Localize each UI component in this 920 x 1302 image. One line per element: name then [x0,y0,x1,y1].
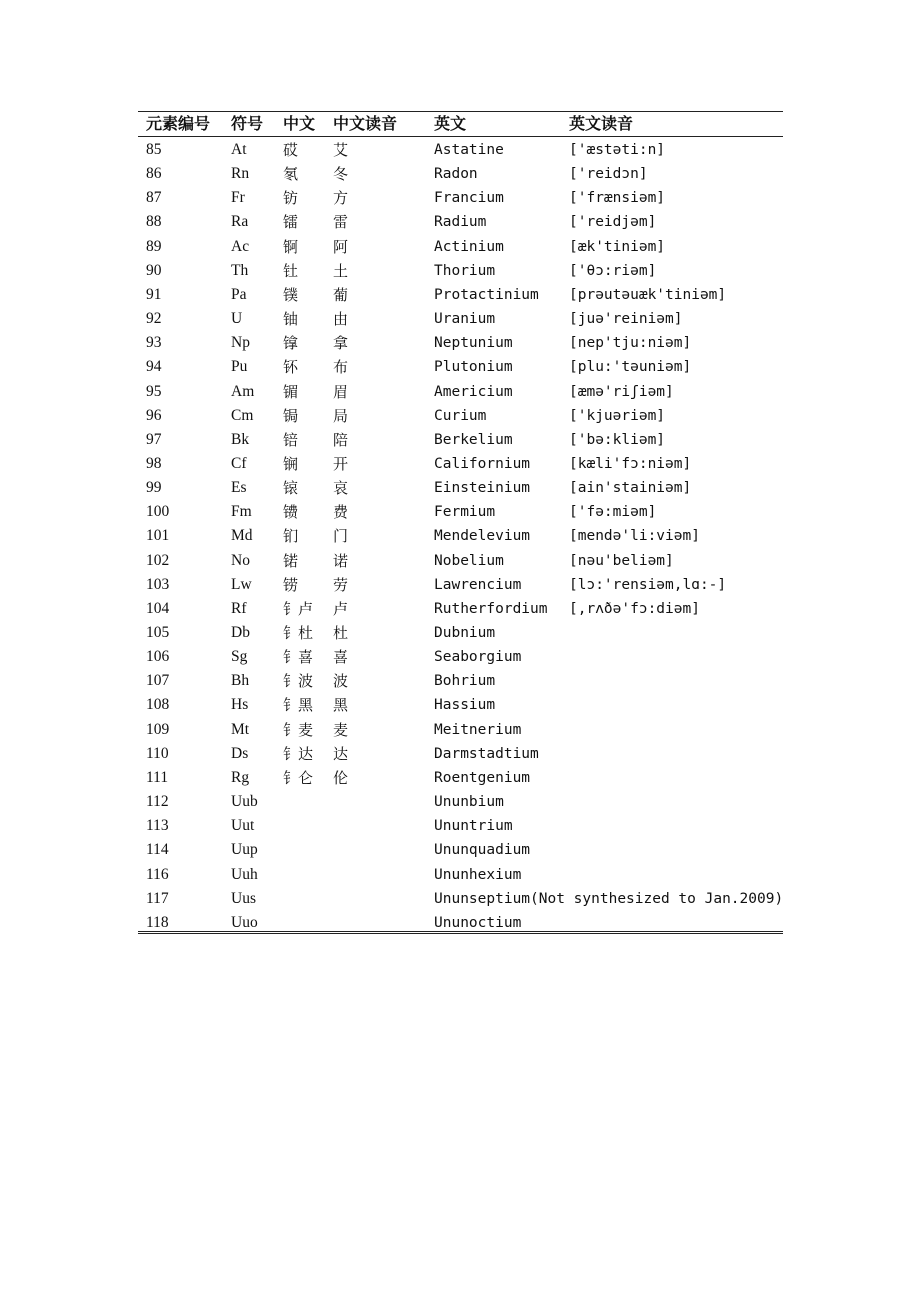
cell-chinese: 钅麦 [283,720,314,739]
cell-english-reading: [prəutəuæk'tiniəm] [569,286,727,303]
table-row [0,283,920,307]
cell-number: 96 [146,406,162,424]
cell-symbol: Mt [231,720,250,738]
cell-number: 104 [146,599,170,617]
cell-english: Ununhexium [434,866,522,883]
cell-english: Radon [434,166,478,183]
cell-english: Actinium [434,238,504,255]
cell-number: 89 [146,237,162,255]
cell-chinese-reading: 雷 [333,213,349,232]
cell-symbol: Np [231,334,250,352]
table-row [0,500,920,524]
cell-english-reading: [,rʌðə'fɔ:diəm] [569,600,700,617]
cell-number: 95 [146,382,162,400]
cell-english-reading: [nep'tju:niəm] [569,335,692,352]
cell-english: Neptunium [434,335,513,352]
cell-chinese: 砹 [283,141,299,159]
cell-number: 113 [146,817,169,835]
cell-english: Uranium [434,311,496,328]
table-row [0,621,920,645]
cell-chinese-reading: 门 [333,527,349,546]
cell-number: 87 [146,189,162,207]
cell-english-reading: [plu:'təuniəm] [569,359,692,376]
table-row [0,380,920,404]
table-bottom-rule [138,931,783,932]
cell-chinese: 锎 [283,454,299,473]
table-row [0,186,920,210]
cell-chinese: 钅波 [283,672,314,691]
cell-chinese: 镅 [283,382,299,401]
cell-symbol: Fm [231,503,252,521]
cell-english-reading: ['reidɔn] [569,166,648,183]
cell-english: Plutonium [434,359,513,376]
cell-english: Nobelium [434,552,504,569]
table-row [0,718,920,742]
cell-chinese: 钍 [283,261,299,280]
cell-chinese-reading: 葡 [333,285,349,304]
cell-chinese-reading: 陪 [333,430,349,449]
cell-english: Hassium [434,697,496,714]
cell-number: 100 [146,503,170,521]
cell-number: 101 [146,527,170,545]
cell-symbol: Md [231,527,253,545]
table-row [0,790,920,814]
cell-number: 114 [146,841,169,859]
cell-symbol: No [231,551,250,569]
cell-symbol: Sg [231,648,248,666]
cell-english: Mendelevium [434,528,531,545]
cell-chinese-reading: 由 [333,310,349,329]
cell-english-reading: ['æstəti:n] [569,142,666,158]
cell-chinese: 钅喜 [283,648,314,667]
cell-english-reading: [kæli'fɔ:niəm] [569,455,692,472]
cell-symbol: Cm [231,406,254,424]
cell-chinese: 锔 [283,406,299,425]
cell-english: Einsteinium [434,480,531,497]
cell-symbol: Bk [231,430,250,448]
cell-english: Radium [434,214,487,231]
cell-english: Meitnerium [434,721,522,738]
cell-english: Fermium [434,504,496,521]
cell-chinese-reading: 拿 [333,334,349,353]
cell-symbol: Bh [231,672,250,690]
cell-symbol: Uup [231,841,258,859]
cell-symbol: Pa [231,285,247,303]
table-row [0,863,920,887]
cell-english: Americium [434,383,513,400]
cell-symbol: At [231,141,247,158]
header-number: 元素编号 [146,114,211,133]
table-row [0,452,920,476]
cell-english: Thorium [434,262,496,279]
cell-english: Ununtrium [434,818,513,835]
cell-chinese: 氡 [283,165,299,184]
cell-symbol: Uuh [231,865,258,883]
table-row [0,645,920,669]
cell-english-reading: [æmə'riʃiəm] [569,383,674,400]
cell-symbol: Db [231,624,250,641]
cell-english: Curium [434,407,487,424]
cell-english: Lawrencium [434,576,522,593]
cell-chinese-reading: 劳 [333,575,349,594]
cell-symbol: Rg [231,768,250,786]
table-row [0,524,920,548]
cell-chinese-reading: 艾 [333,141,349,159]
header-chinese: 中文 [283,114,316,133]
cell-chinese-reading: 诺 [333,551,349,570]
cell-english-reading: [mendə'li:viəm] [569,528,700,545]
cell-symbol: Pu [231,358,248,376]
table-header-rule [138,136,783,137]
cell-number: 103 [146,575,170,593]
cell-chinese: 锫 [283,430,299,449]
table-row [0,597,920,621]
cell-english: Seaborgium [434,649,522,666]
table-row [0,549,920,573]
cell-chinese: 钅卢 [283,599,314,618]
cell-number: 91 [146,285,162,303]
cell-chinese: 铹 [283,575,299,594]
cell-chinese: 钚 [283,358,299,377]
cell-english: Rutherfordium [434,600,548,617]
cell-english-reading: ['bə:kliəm] [569,431,666,448]
cell-english-reading: [æk'tiniəm] [569,238,666,255]
table-row [0,428,920,452]
cell-english-reading: ['fə:miəm] [569,504,657,521]
table-row [0,355,920,379]
cell-symbol: Fr [231,189,245,207]
table-row [0,693,920,717]
cell-english-reading: ['θɔ:riəm] [569,262,657,279]
cell-chinese-reading: 眉 [333,382,349,401]
table-header-row [0,112,920,136]
cell-chinese: 锿 [283,479,299,498]
cell-number: 117 [146,889,169,907]
cell-english: Bohrium [434,673,496,690]
cell-number: 90 [146,261,162,279]
cell-chinese-reading: 方 [333,189,349,208]
cell-number: 116 [146,865,169,883]
table-row [0,307,920,331]
cell-number: 107 [146,672,170,690]
cell-chinese: 镭 [283,213,299,232]
cell-number: 111 [146,768,169,786]
cell-symbol: Uus [231,889,256,907]
cell-number: 109 [146,720,170,738]
cell-number: 85 [146,141,162,158]
cell-chinese-reading: 黑 [333,696,349,715]
table-row [0,235,920,259]
cell-english: Francium [434,190,504,207]
cell-english: Astatine [434,142,504,158]
cell-symbol: Ac [231,237,250,255]
cell-number: 102 [146,551,170,569]
cell-number: 86 [146,165,162,183]
cell-symbol: U [231,310,243,328]
cell-english-reading: ['reidjəm] [569,214,657,231]
cell-chinese: 钅黑 [283,696,314,715]
table-row [0,138,920,162]
cell-number: 106 [146,648,170,666]
cell-chinese: 钅达 [283,744,314,763]
cell-english-reading: [juə'reiniəm] [569,311,683,328]
cell-chinese-reading: 冬 [333,165,349,184]
cell-english: Protactinium [434,286,539,303]
header-english-reading: 英文读音 [569,114,634,133]
cell-english-reading: [ain'stainiəm] [569,480,692,497]
cell-english-reading: [lɔ:'rensiəm,lɑ:-] [569,576,727,593]
cell-chinese-reading: 布 [333,358,349,377]
cell-symbol: Th [231,261,249,279]
table-row [0,887,920,911]
cell-symbol: Uut [231,817,255,835]
table-row [0,573,920,597]
cell-english-reading: ['kjuəriəm] [569,407,666,424]
cell-number: 105 [146,624,170,641]
cell-chinese: 铀 [283,310,299,329]
header-chinese-reading: 中文读音 [333,114,398,133]
header-english: 英文 [434,114,467,133]
cell-chinese: 钅仑 [283,768,314,787]
cell-symbol: Es [231,479,247,497]
cell-number: 108 [146,696,170,714]
header-symbol: 符号 [231,114,264,133]
cell-chinese: 钔 [283,527,299,546]
table-row [0,404,920,428]
table-row [0,210,920,234]
cell-english: Ununbium [434,794,504,811]
cell-english: Californium [434,455,531,472]
cell-chinese-reading: 麦 [333,720,349,739]
cell-symbol: Ra [231,213,249,231]
cell-chinese-reading: 哀 [333,479,349,498]
table-row [0,742,920,766]
cell-number: 99 [146,479,162,497]
cell-symbol: Uuo [231,913,258,931]
cell-english: Ununquadium [434,842,531,859]
table-row [0,814,920,838]
cell-symbol: Rn [231,165,250,183]
cell-chinese-reading: 开 [333,454,349,473]
cell-english: Roentgenium [434,769,531,786]
cell-chinese-reading: 杜 [333,624,349,642]
table-row [0,259,920,283]
cell-chinese: 镤 [283,285,299,304]
cell-number: 118 [146,913,169,931]
cell-chinese: 钫 [283,189,299,208]
cell-chinese-reading: 阿 [333,237,349,256]
table-row [0,838,920,862]
cell-chinese-reading: 费 [333,503,349,522]
cell-chinese-reading: 局 [333,406,349,425]
cell-number: 93 [146,334,162,352]
table-row [0,669,920,693]
cell-symbol: Cf [231,454,247,472]
cell-english-reading: [nəu'beliəm] [569,552,674,569]
cell-chinese-reading: 土 [333,261,349,280]
cell-chinese-reading: 达 [333,744,349,763]
cell-symbol: Ds [231,744,249,762]
cell-chinese-reading: 波 [333,672,349,691]
cell-english-reading: ['frænsiəm] [569,190,666,207]
cell-number: 94 [146,358,162,376]
cell-number: 97 [146,430,162,448]
table-row [0,331,920,355]
cell-number: 112 [146,793,169,811]
cell-english: Berkelium [434,431,513,448]
cell-number: 88 [146,213,162,231]
cell-chinese: 锕 [283,237,299,256]
cell-symbol: Am [231,382,255,400]
table-row [0,766,920,790]
cell-english: Darmstadtium [434,745,539,762]
cell-number: 98 [146,454,162,472]
cell-symbol: Uub [231,793,258,811]
cell-chinese-reading: 喜 [333,648,349,667]
cell-number: 110 [146,744,169,762]
cell-english: Ununseptium(Not synthesized to Jan.2009) [434,890,784,907]
cell-chinese: 钅杜 [283,624,314,642]
table-row [0,476,920,500]
cell-chinese-reading: 卢 [333,599,349,618]
table-row [0,162,920,186]
cell-english: Ununoctium [434,914,522,931]
cell-symbol: Rf [231,599,247,617]
cell-symbol: Hs [231,696,249,714]
cell-number: 92 [146,310,162,328]
cell-chinese: 锘 [283,551,299,570]
cell-chinese-reading: 伦 [333,768,349,787]
cell-symbol: Lw [231,575,252,593]
cell-chinese: 镄 [283,503,299,522]
cell-english: Dubnium [434,625,496,641]
cell-chinese: 镎 [283,334,299,353]
